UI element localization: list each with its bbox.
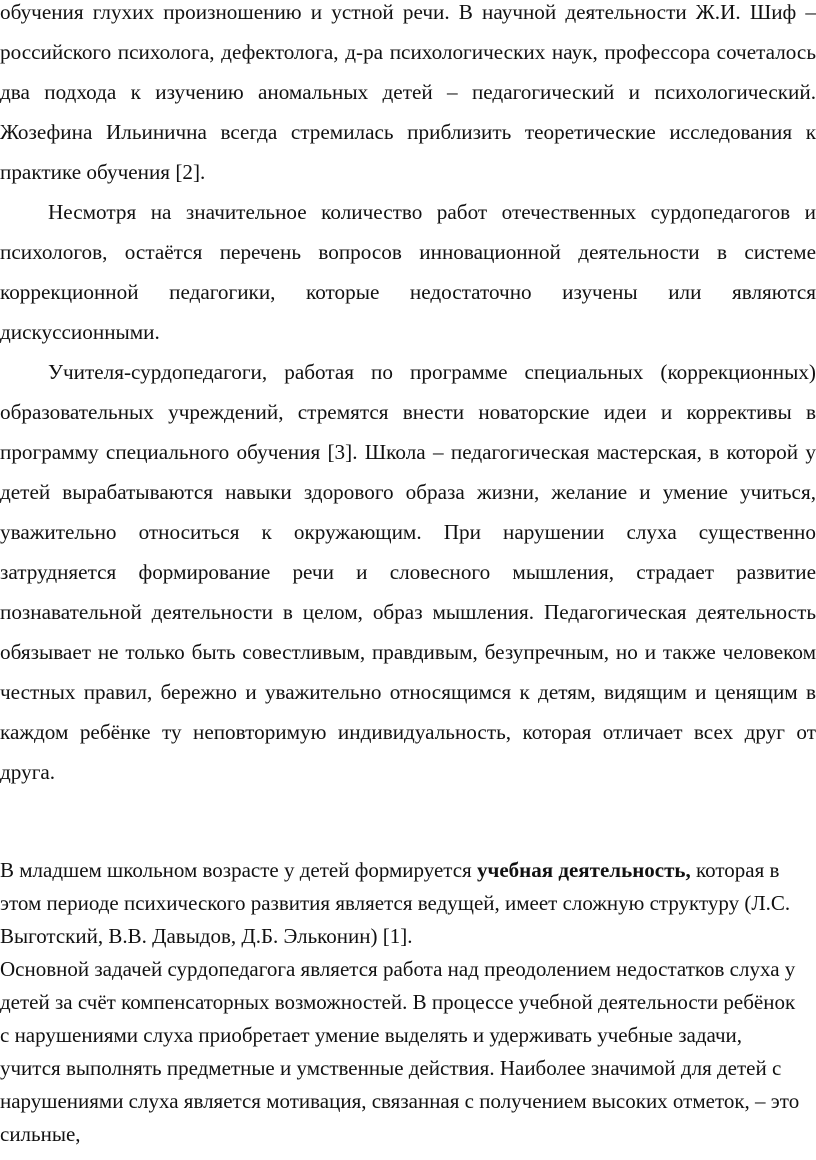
paragraph-4-start: В младшем школьном возрасте у детей формируется [0,858,477,882]
paragraph-1: обучения глухих произношению и устной речи. В научной деятельности Ж.И. Шиф – российского психолога, дефектолога, д-ра психологических наук, профессора сочеталось два подхода к изучению аномальных детей – педагогический и психологический. Жозефина Ильинична всегда стремилась приблизить теоретические исследования к практике обучения [2]. [0,0,816,184]
paragraph-4-rest: которая в этом периоде психического развития является ведущей, имеет сложную структуру (Л.С. Выготский, В.В. Давыдов, Д.Б. Эльконин) [1]. [0,858,791,948]
secondary-text-block [0,854,800,1151]
paragraph-2: Несмотря на значительное количество работ отечественных сурдопедагогов и психологов, остаётся перечень вопросов инновационной деятельности в системе коррекционной педагогики, которые недостаточно изучены или являются дискуссионными. [0,200,816,344]
paragraph-5: Основной задачей сурдопедагога является работа над преодолением недостатков слуха у детей за счёт компенсаторных возможностей. В процессе учебной деятельности ребёнок с нарушениями слуха приобретает умение выделять и удерживать учебные задачи, учится выполнять предметные и умственные действия. Наиболее значимой для детей с нарушениями слуха является мотивация, связанная с получением высоких отметок, – это сильные, [0,957,800,1146]
paragraph-4-bold: учебная деятельность, [476,858,691,882]
paragraph-4 [0,854,800,953]
paragraph-3: Учителя-сурдопедагоги, работая по программе специальных (коррекционных) образовательных учреждений, стремятся внести новаторские идеи и коррективы в программу специального обучения [3]. Школа – педагогическая мастерская, в которой у детей вырабатываются навыки здорового образа жизни, желание и умение учиться, уважительно относиться к окружающим. При нарушении слуха существенно затрудняется формирование речи и словесного мышления, страдает развитие познавательной деятельности в целом, образ мышления. Педагогическая деятельность обязывает не только быть совестливым, правдивым, безупречным, но и также человеком честных правил, бережно и уважительно относящимся к детям, видящим и ценящим в каждом ребёнке ту неповторимую индивидуальность, которая отличает всех друг от друга. [0,360,816,784]
